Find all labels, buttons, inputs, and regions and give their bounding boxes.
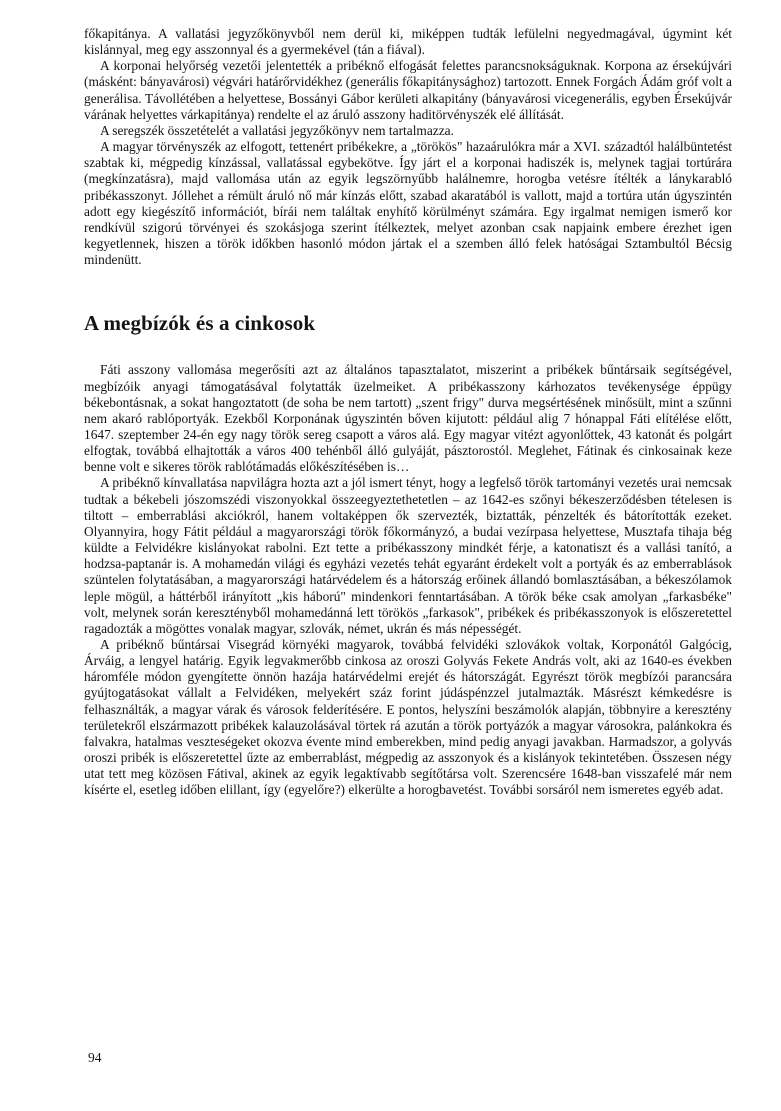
page-number: 94 [88, 1050, 102, 1065]
paragraph: Fáti asszony vallomása megerősíti azt az általános tapasztalatot, miszerint a pribékek bűntársaik segítségével, megbízóik anyagi támogatásával folytatták üzelmeiket. A pribékasszony kárhozatos tevékenysége éppügy békebontásnak, a sokat hangoztatott (de soha be nem tartott) „szent frigy" durva megsértésének minősült, mint a szűnni nem akaró rablóportyák. Ezekből Korponának úgyszintén bőven kijutott: például alig 7 hónappal Fáti elítélése előtt, 1647. szeptember 24-én egy nagy török sereg csapott a város alá. Egy magyar vitézt agyonlőttek, 43 katonát és polgárt elfogtak, továbbá elhajtották a város 400 tehénből álló gulyáját, pásztorostól. Meglehet, Fátinak és cinkosainak keze benne volt e sikeres török rablótámadás előkészítésében is… [84, 362, 732, 475]
paragraph: A pribéknő bűntársai Visegrád környéki magyarok, továbbá felvidéki szlovákok voltak, Korponától Galgócig, Árváig, a lengyel határig. Egyik legvakmerőbb cinkosa az oroszi Golyvás Fekete András volt, aki az 1640-es években háromféle módon gyengítette önnön hazája határvédelmi erejét és hátországát. Egyrészt török megbízói parancsára gyújtogatásokat vállalt a Felvidéken, melyekért száz forint júdáspénzzel jutalmazták. Másrészt kémkedésre is felhasználták, a magyar várak és városok felderítésére. E pontos, helyszíni beszámolók alapján, többnyire a keresztény területekről elszármazott pribékek kalauzolásával törtek rá azután a török portyázók a magyar városokra, palánkokra és falvakra, hatalmas veszteségeket okozva évente mind emberekben, mind pedig anyagi javakban. Harmadszor, a golyvás oroszi pribék is előszeretettel űzte az emberrablást, mégpedig az asszonyok és a kislányok tekintetében. Összesen négy utat tett meg közösen Fátival, akinek az egyik legaktívabb segítőtársa volt. Szerencsére 1648-ban visszafelé már nem kísérte el, esetleg időben elillant, így (egyelőre?) elkerülte a horogbavetést. További sorsáról nem ismeretes egyéb adat. [84, 637, 732, 798]
page-text-column [84, 26, 732, 799]
paragraph: főkapitánya. A vallatási jegyzőkönyvből nem derül ki, miképpen tudták lefülelni negyedmagával, úgymint két kislánnyal, meg egy asszonnyal és a gyermekével (tán a fiával). [84, 26, 732, 58]
paragraph: A korponai helyőrség vezetői jelentették a pribéknő elfogását felettes parancsnokságuknak. Korpona az érsekújvári (másként: bányavárosi) végvári határőrvidékhez (generális főkapitánysághoz) tartozott. Ennek Forgách Ádám gróf volt a generálisa. Távollétében a helyettese, Bossányi Gábor kerületi alkapitány (bányavárosi vicegenerális, egyben Érsekújvár várának helyettes várkapitánya) rendelte el az áruló asszony haditörvényszék elé állítását. [84, 58, 732, 122]
paragraph: A magyar törvényszék az elfogott, tettenért pribékekre, a „törökös" hazaárulókra már a XVI. századtól halálbüntetést szabtak ki, mégpedig kínzással, vallatással egybekötve. Így járt el a korponai hadiszék is, melynek tagjai tortúrára (megkínzatásra), majd vallomása után az egyik legszörnyűbb halálnemre, horogba vetésre ítélték a lánykarabló pribékasszonyt. Jóllehet a rémült áruló nő már kínzás előtt, szabad akaratából is vallott, majd a tortúra után úgyszintén adott egy kiegészítő információt, bírái nem találtak enyhítő körülményt számára. Egy irgalmat nemigen ismerő kor rendkívül szigorú törvényei és szokásjoga szerint ítélkeztek, melyet azonban csak napjaink embere érezhet igen kegyetlennek, hiszen a török időkben hasonló módon jártak el a szemben álló felek hatóságai Sztambultól Bécsig mindenütt. [84, 139, 732, 268]
paragraph: A pribéknő kínvallatása napvilágra hozta azt a jól ismert tényt, hogy a legfelső török tartományi vezetés urai nemcsak tudtak a békebeli jószomszédi viszonyokkal összeegyeztethetetlen – az 1642-es szőnyi békeszerződésben tételesen is tiltott – emberrablási akciókról, hanem voltaképpen ők szervezték, biztatták, pénzelték és bátorították ezeket. Olyannyira, hogy Fátit például a magyarországi török főkormányzó, a budai vezírpasa helyettese, Musztafa tihaja bég küldte a Felvidékre kislányokat rabolni. Ezt tette a pribékasszony mindkét férje, a katonatiszt és a vallási tanító, a hodzsa-paptanár is. A mohamedán világi és egyházi vezetés tehát egyaránt érdekelt volt a portyák és az emberrablások szüntelen folytatásában, a magyarországi határvédelem és a hátország erőinek állandó bomlasztásában, a békeszólamok leple mögül, a háttérből irányított „kis háború" mindenkori fenntartásában. A török béke csak amolyan „farkasbéke" volt, melynek során keresztényből mohamedánná lett törökös „farkasok", pribékek és pribékasszonyok is előszeretettel ragadozták a mögöttes vonalak magyar, szlovák, német, ukrán és más népességét. [84, 475, 732, 636]
section-heading: A megbízók és a cinkosok [84, 311, 316, 336]
paragraph: A seregszék összetételét a vallatási jegyzőkönyv nem tartalmazza. [100, 122, 454, 138]
